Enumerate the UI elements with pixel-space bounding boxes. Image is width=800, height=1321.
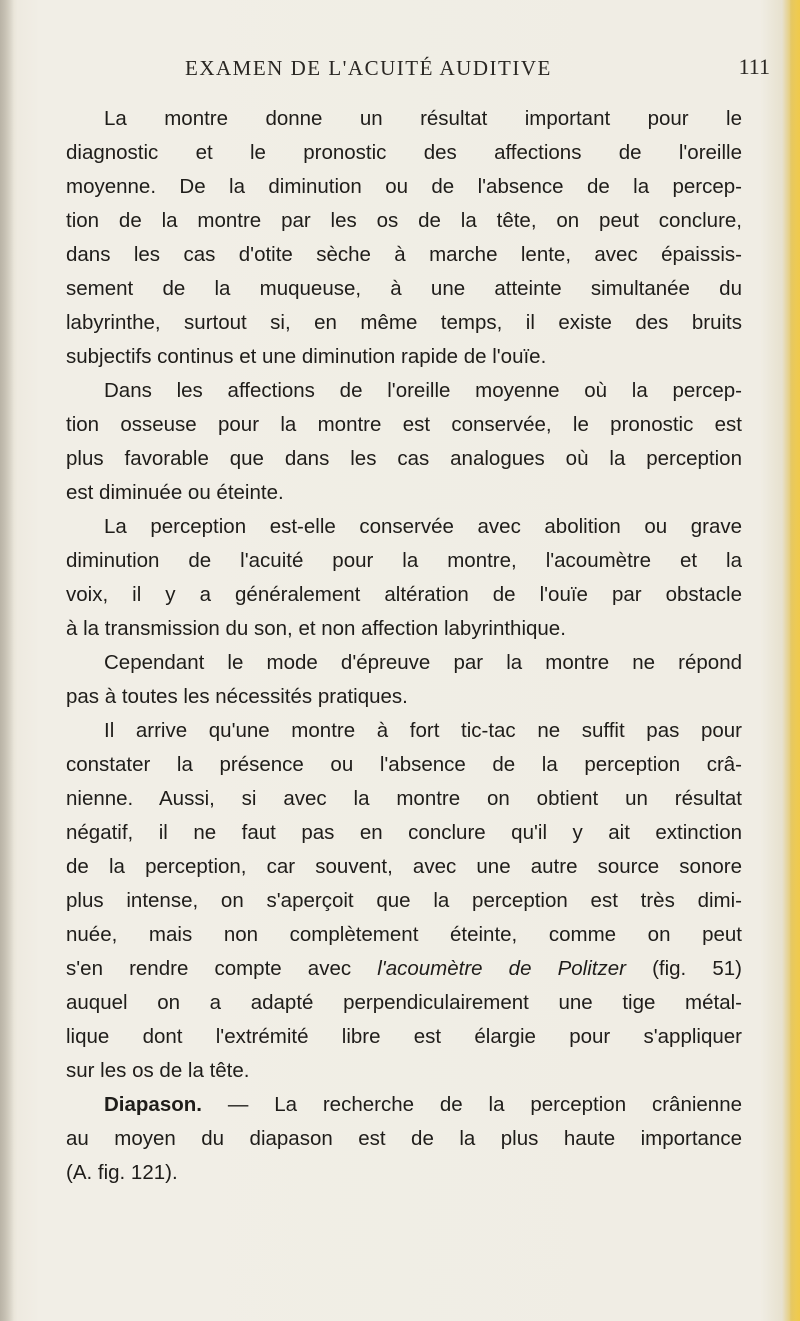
italic-reference: l'acoumètre de Politzer <box>377 957 626 980</box>
text-line: voix, il y a généralement altération de l'ouïe par obstacle <box>66 583 742 606</box>
text-segment: (fig. 51) <box>625 957 742 980</box>
text-line: plus favorable que dans les cas analogues où la perception <box>66 447 742 470</box>
text-line: sur les os de la tête. <box>66 1059 250 1082</box>
gutter-shadow <box>0 0 14 1321</box>
section-heading: Diapason. <box>104 1093 202 1116</box>
text-segment: — La recherche de la perception crânienne <box>201 1093 742 1116</box>
text-line: au moyen du diapason est de la plus haute importance <box>66 1127 742 1150</box>
text-line: négatif, il ne faut pas en conclure qu'il y ait extinction <box>66 821 742 844</box>
page-number: 111 <box>738 54 770 79</box>
text-line: sement de la muqueuse, à une atteinte simultanée du <box>66 277 742 300</box>
text-line: est diminuée ou éteinte. <box>66 481 284 504</box>
text-line: nienne. Aussi, si avec la montre on obtient un résultat <box>66 787 742 810</box>
text-line: diminution de l'acuité pour la montre, l'acoumètre et la <box>66 549 742 572</box>
text-line: constater la présence ou l'absence de la perception crâ- <box>66 753 742 776</box>
section-heading-line <box>66 1088 742 1122</box>
text-line: nuée, mais non complètement éteinte, comme on peut <box>66 923 742 946</box>
page-header <box>50 56 770 86</box>
text-line: La montre donne un résultat important pour le <box>104 107 742 130</box>
text-line: moyenne. De la diminution ou de l'absence de la percep- <box>66 175 742 198</box>
text-line: dans les cas d'otite sèche à marche lente, avec épaissis- <box>66 243 742 266</box>
page-edge <box>790 0 800 1321</box>
body-text <box>66 102 742 1190</box>
text-line-with-italic <box>66 952 742 986</box>
text-line: auquel on a adapté perpendiculairement une tige métal- <box>66 991 742 1014</box>
text-line: Cependant le mode d'épreuve par la montre ne répond <box>104 651 742 674</box>
text-line: plus intense, on s'aperçoit que la perception est très dimi- <box>66 889 742 912</box>
text-line: subjectifs continus et une diminution rapide de l'ouïe. <box>66 345 547 368</box>
text-line: La perception est-elle conservée avec abolition ou grave <box>104 515 742 538</box>
text-line: tion de la montre par les os de la tête, on peut conclure, <box>66 209 742 232</box>
text-line: diagnostic et le pronostic des affections de l'oreille <box>66 141 742 164</box>
running-head: EXAMEN DE L'ACUITÉ AUDITIVE <box>185 56 552 80</box>
text-line: de la perception, car souvent, avec une autre source sonore <box>66 855 742 878</box>
text-line: labyrinthe, surtout si, en même temps, il existe des bruits <box>66 311 742 334</box>
text-line: Dans les affections de l'oreille moyenne où la percep- <box>104 379 742 402</box>
text-segment: s'en rendre compte avec <box>66 957 378 980</box>
text-line: tion osseuse pour la montre est conservée, le pronostic est <box>66 413 742 436</box>
text-line: (A. fig. 121). <box>66 1161 178 1184</box>
text-line: pas à toutes les nécessités pratiques. <box>66 685 408 708</box>
text-line: lique dont l'extrémité libre est élargie pour s'appliquer <box>66 1025 742 1048</box>
text-line: Il arrive qu'une montre à fort tic-tac ne suffit pas pour <box>104 719 742 742</box>
text-line: à la transmission du son, et non affection labyrinthique. <box>66 617 566 640</box>
